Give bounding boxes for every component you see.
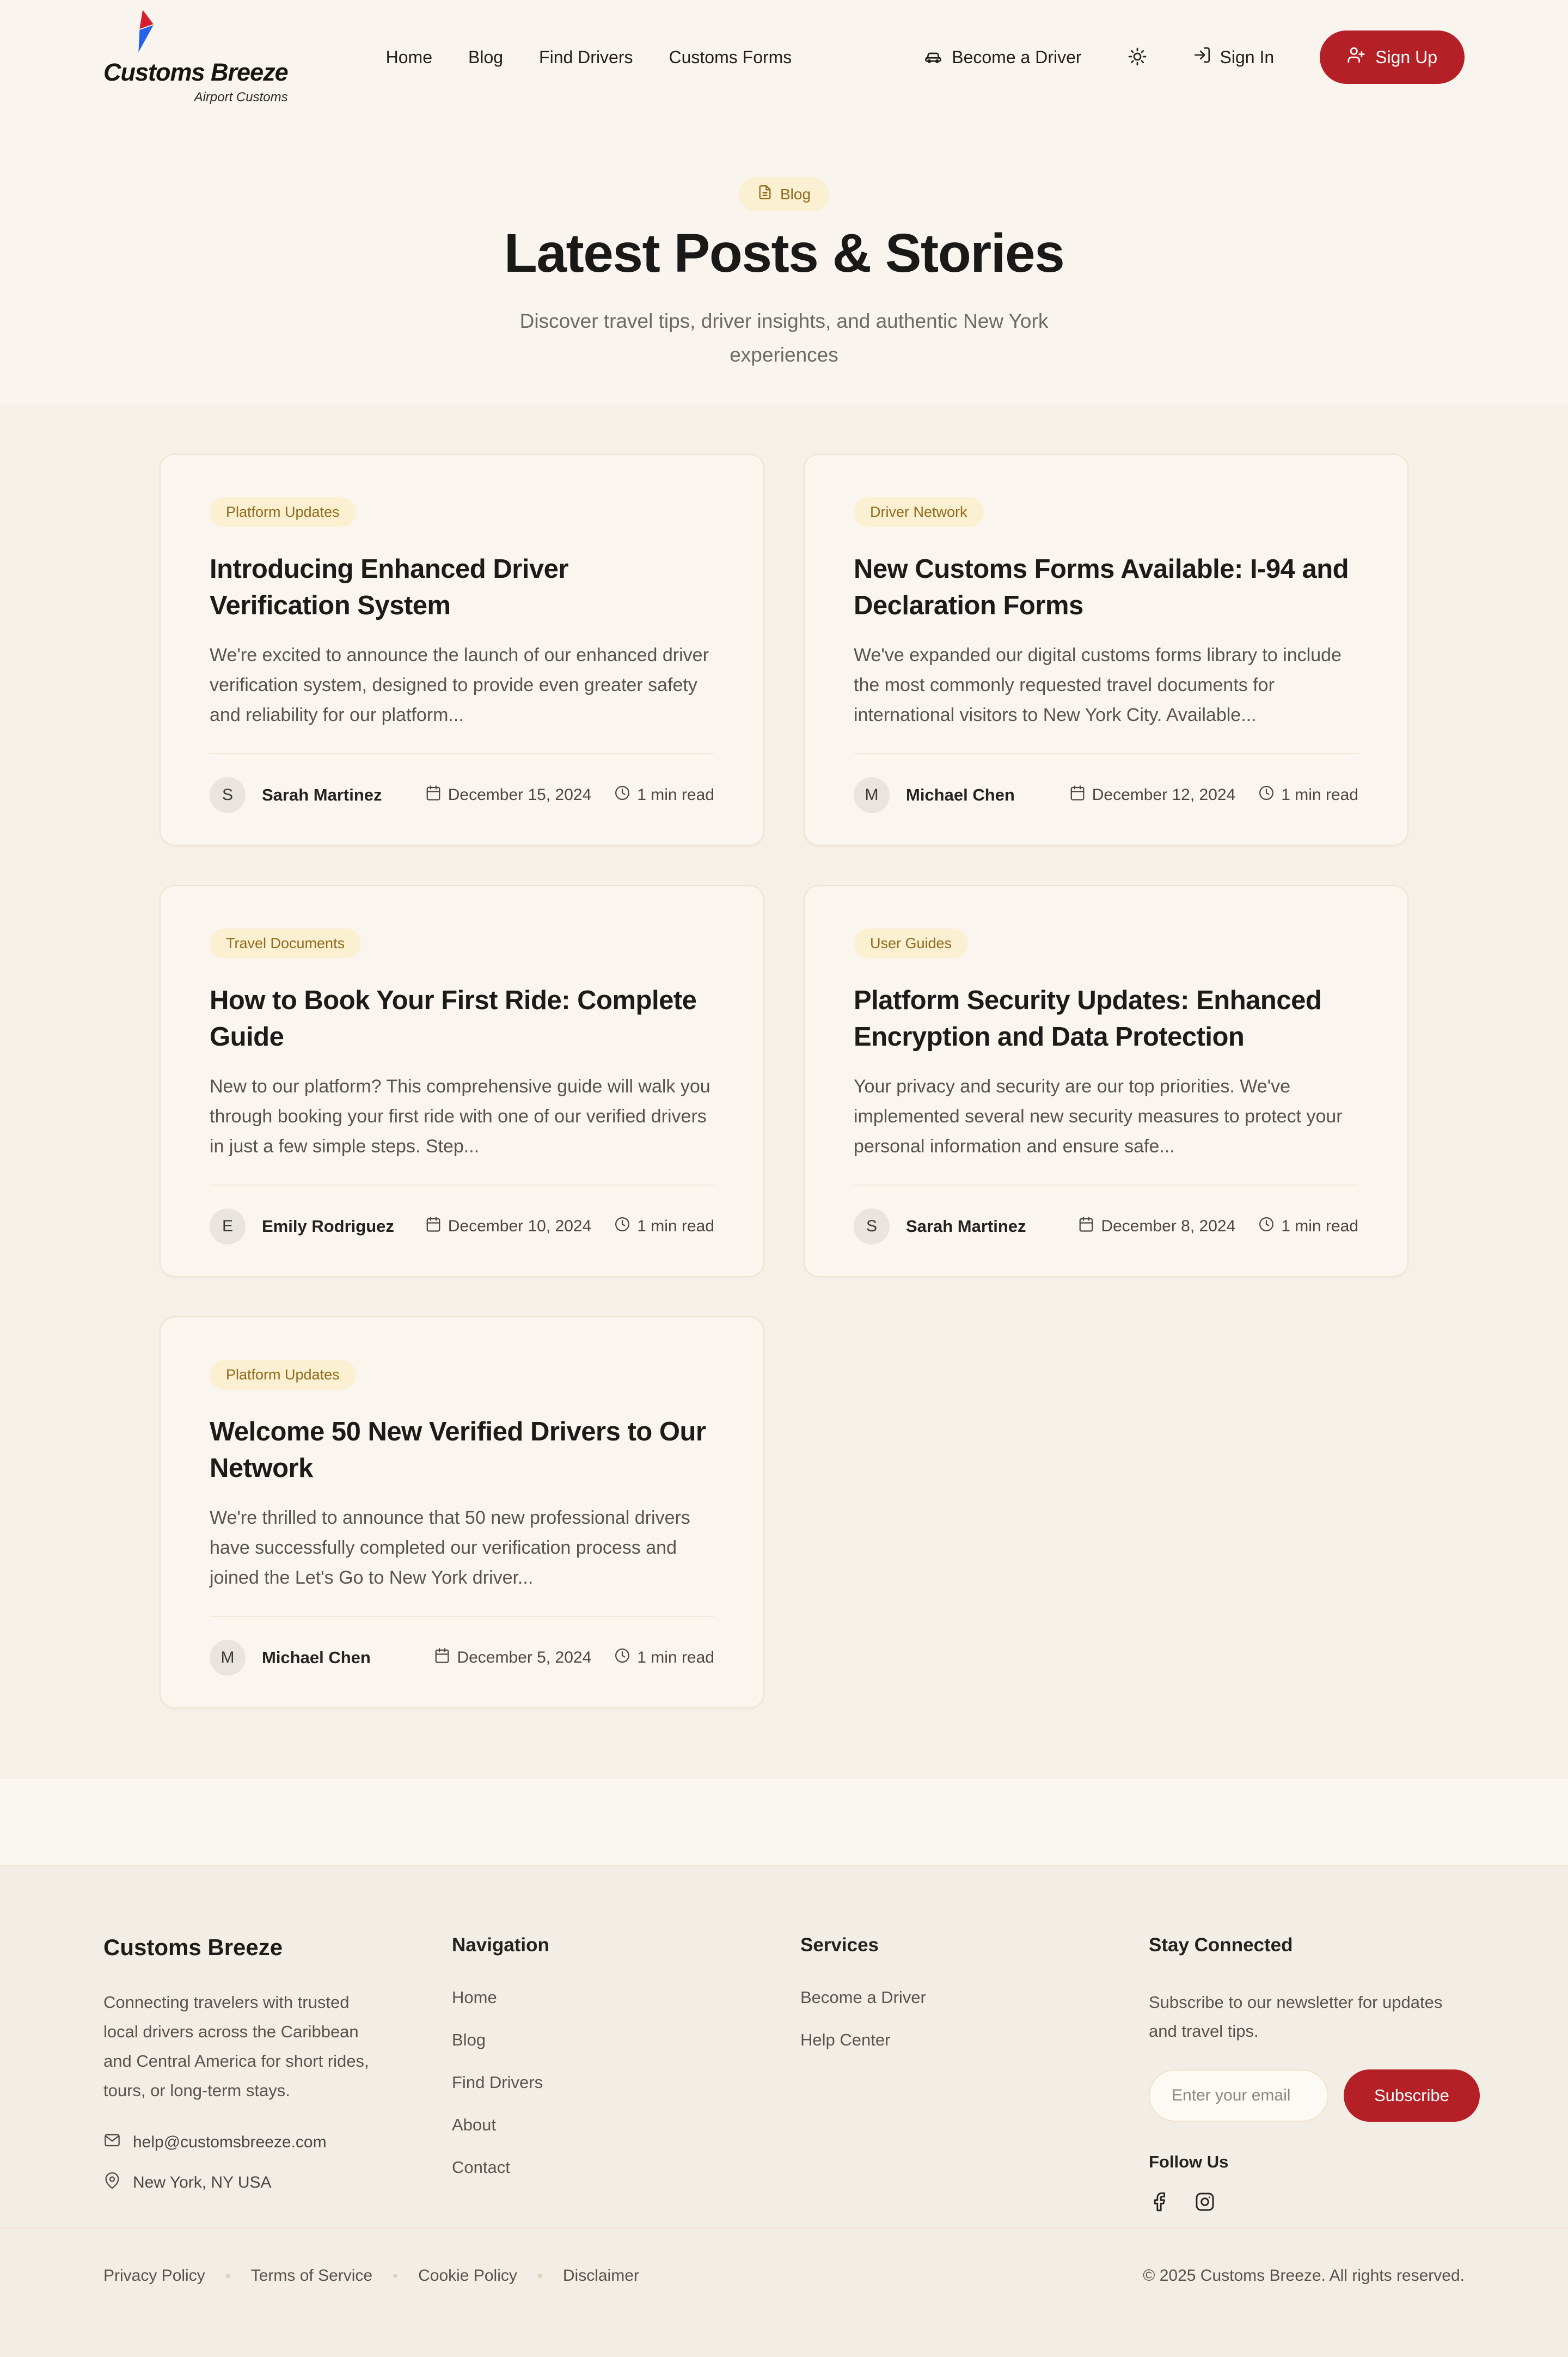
post-category-badge: Platform Updates (210, 1360, 356, 1390)
post-card[interactable] (160, 1316, 764, 1708)
theme-toggle-button[interactable] (1128, 47, 1147, 68)
sign-up-button[interactable] (1320, 30, 1465, 84)
avatar: S (210, 777, 246, 813)
divider (854, 1184, 1358, 1186)
avatar: E (210, 1208, 246, 1244)
header (0, 0, 1568, 114)
calendar-icon (434, 1647, 450, 1668)
footer-brand-name: Customs Breeze (103, 1934, 283, 1960)
post-excerpt: We've expanded our digital customs forms library to include the most commonly requested travel documents for international visitors to New York City. Available... (854, 645, 1342, 725)
footer-link-contact[interactable]: Contact (452, 2158, 510, 2177)
footer-link-about[interactable]: About (452, 2115, 497, 2134)
sign-in-link[interactable] (1193, 46, 1275, 69)
post-author: Sarah Martinez (906, 1217, 1026, 1236)
clock-icon (614, 1647, 630, 1668)
post-read-time: 1 min read (637, 1648, 714, 1666)
post-author: Sarah Martinez (262, 785, 382, 804)
copyright-text: © 2025 Customs Breeze. All rights reserved. (1143, 2267, 1465, 2285)
calendar-icon (1069, 785, 1086, 805)
nav-item-home[interactable]: Home (385, 47, 432, 67)
posts-grid (160, 454, 1408, 1708)
clock-icon (1258, 785, 1275, 805)
dot-separator (393, 2274, 397, 2278)
sun-icon (1128, 47, 1147, 68)
blog-posts-section (0, 405, 1568, 1779)
avatar: M (854, 777, 890, 813)
post-title: Platform Security Updates: Enhanced Encryption and Data Protection (854, 986, 1322, 1052)
footer-bottom-bar (0, 2227, 1568, 2357)
footer-link-become-driver[interactable]: Become a Driver (800, 1988, 926, 2007)
instagram-icon[interactable] (1195, 2191, 1215, 2212)
divider (210, 1616, 714, 1617)
footer-link-find-drivers[interactable]: Find Drivers (452, 2073, 543, 2092)
dot-separator (226, 2274, 230, 2278)
brand-name: Customs Breeze (103, 58, 288, 86)
document-icon (757, 185, 773, 204)
pre-footer-section (0, 1779, 1568, 1865)
post-excerpt: New to our platform? This comprehensive guide will walk you through booking your first ride with one of our verified drivers in just a few simple steps. Step... (210, 1076, 710, 1157)
post-category-badge: Driver Network (854, 497, 984, 527)
footer-description: Connecting travelers with trusted local drivers across the Caribbean and Central America for short rides, tours, or long-term stays. (103, 1993, 369, 2100)
legal-link-cookie[interactable]: Cookie Policy (418, 2267, 517, 2285)
post-title: Welcome 50 New Verified Drivers to Our Network (210, 1417, 706, 1483)
page-title: Latest Posts & Stories (504, 223, 1064, 284)
post-excerpt: Your privacy and security are our top priorities. We've implemented several new security measures to protect your personal information and ensure safe... (854, 1076, 1343, 1157)
legal-link-terms[interactable]: Terms of Service (250, 2267, 373, 2285)
become-driver-label: Become a Driver (952, 47, 1082, 67)
post-read-time: 1 min read (1281, 1217, 1358, 1235)
footer-services-title: Services (800, 1934, 879, 1956)
post-author: Michael Chen (906, 785, 1015, 804)
post-card[interactable] (160, 885, 764, 1277)
footer-email[interactable] (103, 2132, 452, 2153)
footer-email-text: help@customsbreeze.com (133, 2133, 327, 2151)
car-icon (923, 45, 943, 69)
nav-item-blog[interactable]: Blog (468, 47, 504, 67)
footer-link-home[interactable]: Home (452, 1988, 497, 2007)
post-card[interactable] (160, 454, 764, 846)
subscribe-button[interactable]: Subscribe (1344, 2069, 1480, 2122)
legal-links (103, 2267, 639, 2285)
calendar-icon (1078, 1216, 1094, 1237)
calendar-icon (425, 1216, 442, 1237)
nav-item-find-drivers[interactable]: Find Drivers (539, 47, 633, 67)
post-author: Michael Chen (262, 1648, 371, 1667)
legal-link-disclaimer[interactable]: Disclaimer (562, 2267, 639, 2285)
sign-in-label: Sign In (1220, 47, 1275, 67)
footer (0, 1865, 1568, 2357)
user-plus-icon (1347, 46, 1365, 69)
post-date: December 10, 2024 (448, 1217, 592, 1235)
avatar: M (210, 1640, 246, 1676)
footer-location-text: New York, NY USA (133, 2173, 272, 2191)
calendar-icon (425, 785, 442, 805)
post-excerpt: We're excited to announce the launch of our enhanced driver verification system, designed to provide even greater safety and reliability for our platform... (210, 645, 709, 725)
footer-stay-title: Stay Connected (1149, 1934, 1293, 1956)
post-author: Emily Rodriguez (262, 1217, 394, 1236)
post-title: New Customs Forms Available: I-94 and Declaration Forms (854, 554, 1349, 620)
footer-stay-connected-column (1149, 1934, 1480, 2212)
main-nav (386, 47, 792, 68)
brand-tagline: Airport Customs (194, 89, 288, 105)
newsletter-email-input[interactable] (1149, 2069, 1328, 2122)
post-card[interactable] (804, 454, 1408, 846)
post-title: Introducing Enhanced Driver Verification System (210, 554, 568, 620)
nav-item-customs-forms[interactable]: Customs Forms (669, 47, 792, 67)
footer-link-help-center[interactable]: Help Center (800, 2030, 891, 2049)
facebook-icon[interactable] (1149, 2191, 1169, 2212)
dot-separator (538, 2274, 542, 2278)
clock-icon (614, 785, 630, 805)
hero-badge (739, 177, 829, 211)
post-date: December 12, 2024 (1092, 786, 1236, 804)
post-excerpt: We're thrilled to announce that 50 new professional drivers have successfully completed our verification process and joined the Let's Go to New York driver... (210, 1507, 690, 1588)
log-in-icon (1193, 46, 1211, 69)
post-category-badge: User Guides (854, 929, 968, 958)
newsletter-form (1149, 2069, 1480, 2122)
page-subtitle: Discover travel tips, driver insights, and authentic New York experiences (519, 310, 1049, 366)
become-driver-link[interactable] (923, 45, 1081, 69)
post-read-time: 1 min read (637, 1217, 714, 1235)
footer-brand-column (103, 1934, 452, 2212)
avatar: S (854, 1208, 890, 1244)
footer-location (103, 2172, 452, 2194)
map-pin-icon (103, 2172, 121, 2194)
brand-logo[interactable] (103, 10, 288, 105)
post-category-badge: Platform Updates (210, 497, 356, 527)
mail-icon (103, 2132, 121, 2153)
clock-icon (1258, 1216, 1275, 1237)
footer-link-blog[interactable]: Blog (452, 2030, 486, 2049)
divider (210, 1184, 714, 1186)
newsletter-text: Subscribe to our newsletter for updates and travel tips. (1149, 1993, 1443, 2041)
hero-badge-label: Blog (780, 185, 811, 203)
footer-navigation-title: Navigation (452, 1934, 549, 1956)
clock-icon (614, 1216, 630, 1237)
post-card[interactable] (804, 885, 1408, 1277)
follow-us-label: Follow Us (1149, 2152, 1229, 2171)
post-date: December 8, 2024 (1101, 1217, 1236, 1235)
footer-navigation-column (452, 1934, 800, 2212)
brand-bird-icon (135, 10, 288, 55)
post-date: December 5, 2024 (457, 1648, 592, 1666)
post-date: December 15, 2024 (448, 786, 592, 804)
divider (854, 753, 1358, 754)
post-read-time: 1 min read (637, 786, 714, 804)
legal-link-privacy[interactable]: Privacy Policy (103, 2267, 205, 2285)
post-category-badge: Travel Documents (210, 929, 361, 958)
post-read-time: 1 min read (1281, 786, 1358, 804)
hero-section (0, 114, 1568, 405)
divider (210, 753, 714, 754)
footer-services-column (800, 1934, 1149, 2212)
sign-up-label: Sign Up (1375, 47, 1437, 67)
post-title: How to Book Your First Ride: Complete Guide (210, 986, 697, 1052)
